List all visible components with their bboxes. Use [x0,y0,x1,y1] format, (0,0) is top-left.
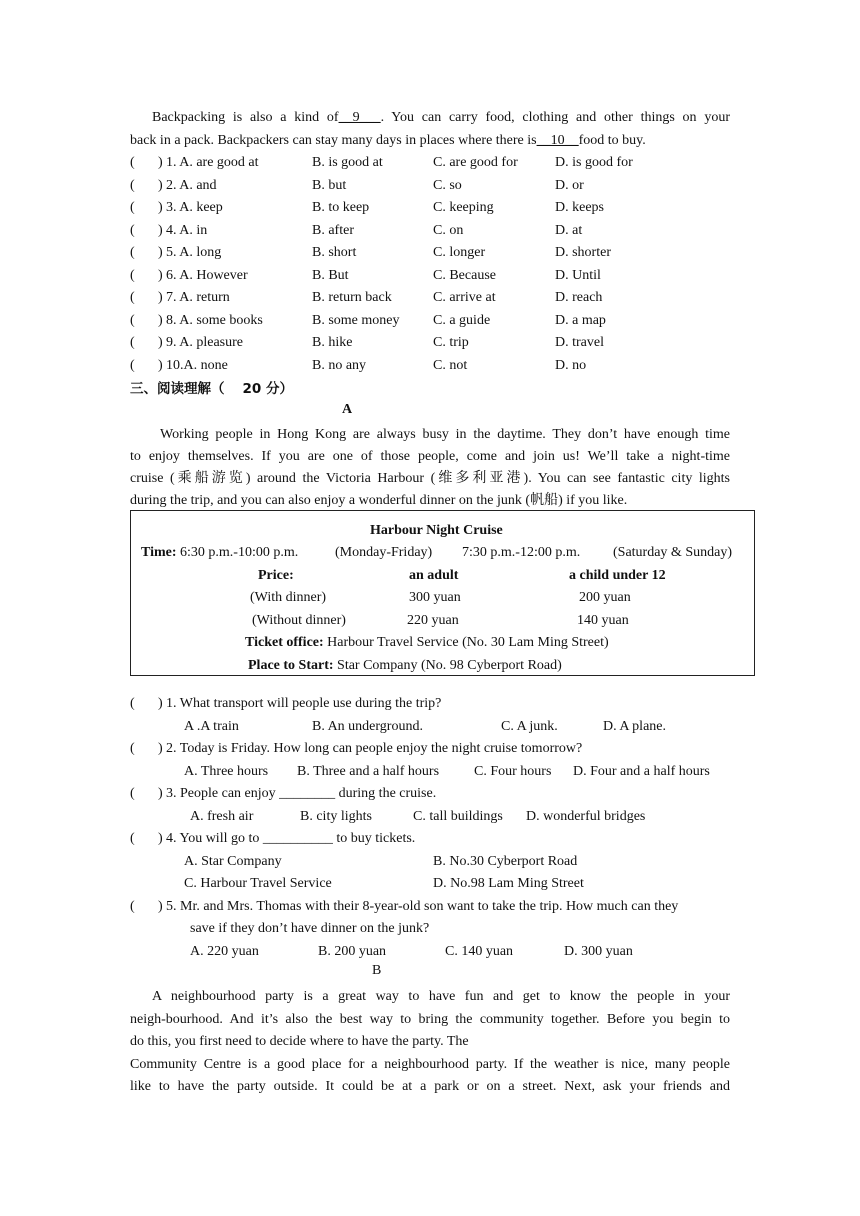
notice-time-row: Time: 6:30 p.m.-10:00 p.m. (Monday-Friday) 7:30 p.m.-12:00 p.m. (Saturday & Sunday) [141,545,732,560]
passage-b-line: Community Centre is a good place for a neighbourhood party. If the weather is nice, many people [130,1057,730,1072]
passage-b-label: B [372,963,382,978]
blank-9: __9___ [338,110,381,125]
notice-price-without-dinner: (Without dinner) 220 yuan 140 yuan [252,613,629,628]
question-5: ( ) 5. Mr. and Mrs. Thomas with their 8-year-old son want to take the trip. How much can they [130,899,679,914]
question-3-options: A. fresh air B. city lights C. tall buildings D. wonderful bridges [190,809,646,824]
question-2: ( ) 2. Today is Friday. How long can people enjoy the night cruise tomorrow? [130,741,583,756]
question-1-options: A .A train B. An underground. C. A junk. D. A plane. [184,719,666,734]
passage-a-line: Working people in Hong Kong are always busy in the daytime. They don’t have enough time [160,427,730,442]
question-1: ( ) 1. What transport will people use during the trip? [130,696,442,711]
cruise-notice-box [130,510,755,676]
passage-a-label: A [342,402,353,417]
cloze-row: ( ) 9. A. pleasure B. hike C. trip D. travel [130,335,604,350]
notice-ticket-office: Ticket office: Harbour Travel Service (No. 30 Lam Ming Street) [245,635,609,650]
question-5-options: A. 220 yuan B. 200 yuan C. 140 yuan D. 300 yuan [190,944,633,959]
blank-10: __10__ [536,133,579,148]
notice-price-header: Price: an adult a child under 12 [258,568,666,583]
cloze-row: ( ) 4. A. in B. after C. on D. at [130,223,583,238]
passage-a-line: cruise (乘船游览) around the Victoria Harbour (维多利亚港). You can see fantastic city lights [130,471,730,486]
intro-line-1: Backpacking is also a kind of__9___. You can carry food, clothing and other things on your [152,110,730,125]
passage-b-line: neigh-bourhood. And it’s also the best way to bring the community together. Before you begin to [130,1012,730,1027]
section-heading: 三、阅读理解（ 20 分） [130,381,293,397]
question-5-cont: save if they don’t have dinner on the junk? [190,921,430,936]
passage-b-line: like to have the party outside. It could be at a park or on a street. Next, ask your friends and [130,1079,730,1094]
passage-b-line: A neighbourhood party is a great way to have fun and get to know the people in your [152,989,730,1004]
cloze-row: ( ) 7. A. return B. return back C. arrive at D. reach [130,290,603,305]
passage-a-line: during the trip, and you can also enjoy a wonderful dinner on the junk (帆船) if you like. [130,493,628,508]
notice-title: Harbour Night Cruise [370,523,503,538]
cloze-row: ( ) 10.A. none B. no any C. not D. no [130,358,587,373]
notice-price-with-dinner: (With dinner) 300 yuan 200 yuan [250,590,631,605]
notice-title-row [131,520,754,542]
cloze-row: ( ) 3. A. keep B. to keep C. keeping D. keeps [130,200,604,215]
cloze-row: ( ) 8. A. some books B. some money C. a guide D. a map [130,313,606,328]
question-2-options: A. Three hours B. Three and a half hours C. Four hours D. Four and a half hours [184,764,710,779]
cloze-row: ( ) 1. A. are good at B. is good at C. are good for D. is good for [130,155,633,170]
question-4: ( ) 4. You will go to __________ to buy tickets. [130,831,416,846]
question-4-options-cd: C. Harbour Travel Service D. No.98 Lam Ming Street [184,876,584,891]
cloze-row: ( ) 5. A. long B. short C. longer D. shorter [130,245,611,260]
intro-line-2: back in a pack. Backpackers can stay many days in places where there is__10__food to buy. [130,133,646,148]
passage-b-line: do this, you first need to decide where to have the party. The [130,1034,469,1049]
cloze-row: ( ) 2. A. and B. but C. so D. or [130,178,584,193]
question-3: ( ) 3. People can enjoy ________ during the cruise. [130,786,437,801]
passage-a-line: to enjoy themselves. If you are one of those people, come and join us! We’ll take a night-time [130,449,730,464]
question-4-options-ab: A. Star Company B. No.30 Cyberport Road [184,854,578,869]
notice-start-place: Place to Start: Star Company (No. 98 Cyberport Road) [248,658,562,673]
cloze-row: ( ) 6. A. However B. But C. Because D. Until [130,268,601,283]
